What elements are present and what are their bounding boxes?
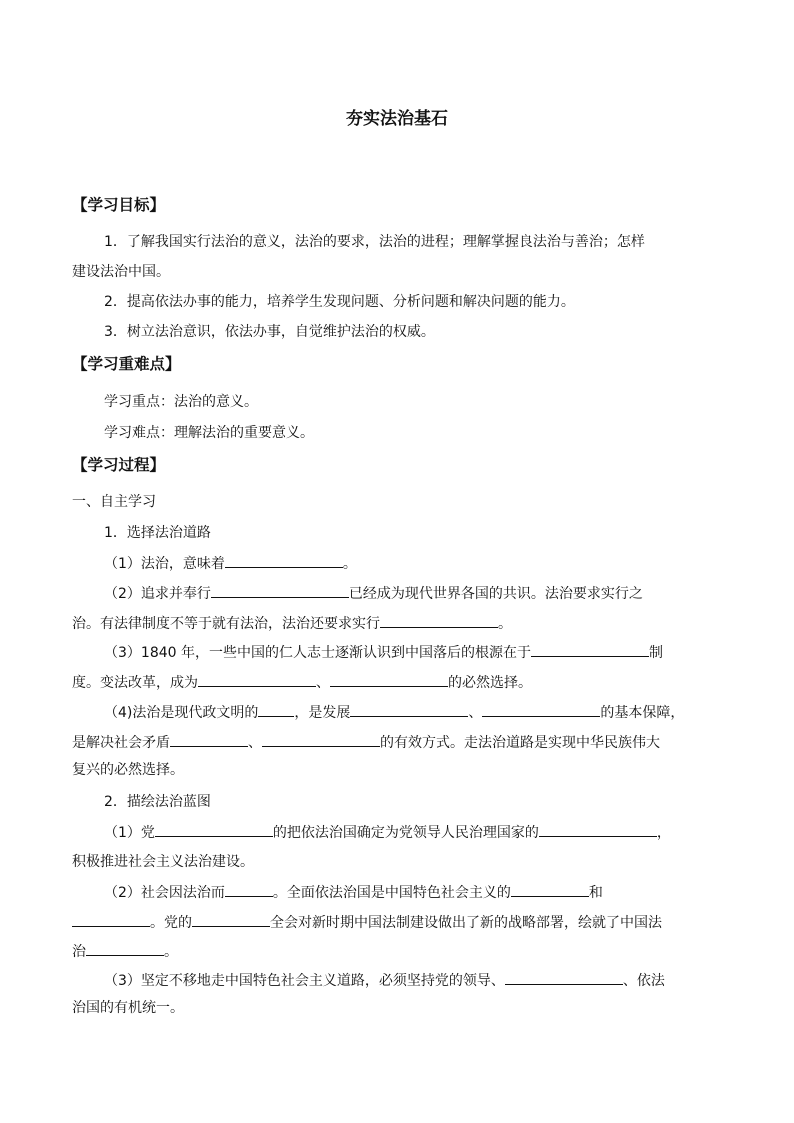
- blueprint-question-2-line-2: [72, 912, 662, 933]
- fill-blank[interactable]: [225, 553, 343, 568]
- blueprint-1-text-a: （1）党: [104, 825, 155, 841]
- subsection-draw-blueprint: 2．描绘法治蓝图: [104, 794, 211, 810]
- fill-blank[interactable]: [505, 970, 623, 985]
- question-4-line-3: 复兴的必然选择。: [72, 762, 184, 778]
- question-4-line-2: [72, 732, 660, 753]
- blueprint-3-text-b: 、依法: [622, 973, 665, 989]
- goal-2: 2．提高依法办事的能力，培养学生发现问题、分析问题和解决问题的能力。: [104, 294, 575, 310]
- fill-blank[interactable]: [531, 642, 649, 657]
- page-title: 夯实法治基石: [346, 109, 448, 129]
- question-4-text-e: 是解决社会矛盾: [72, 735, 170, 751]
- blueprint-question-1-line-1: [104, 822, 671, 843]
- goal-1-line-1: 1．了解我国实行法治的意义，法治的要求，法治的进程；理解掌握良法治与善治；怎样: [104, 234, 645, 250]
- question-4-text-f: 、: [248, 735, 262, 751]
- question-2-line-2: [72, 613, 512, 634]
- blueprint-2-text-d: 。党的: [150, 915, 192, 931]
- question-4-line-1: [104, 702, 684, 723]
- fill-blank[interactable]: [380, 613, 498, 628]
- section-heading-goals: 【学习目标】: [72, 196, 166, 214]
- key-focus: 学习重点：法治的意义。: [104, 394, 258, 410]
- fill-blank[interactable]: [170, 732, 248, 747]
- fill-blank[interactable]: [192, 912, 270, 927]
- subsection-choose-road: 1．选择法治道路: [104, 525, 211, 541]
- key-difficulty: 学习难点：理解法治的重要意义。: [104, 425, 314, 441]
- question-4-text-d: 的基本保障，: [600, 705, 685, 721]
- question-1: [104, 553, 357, 574]
- question-1-end: 。: [342, 556, 357, 572]
- question-3-text-c: 度。变法改革，成为: [72, 675, 198, 691]
- fill-blank[interactable]: [330, 672, 448, 687]
- fill-blank[interactable]: [198, 672, 316, 687]
- fill-blank[interactable]: [350, 702, 468, 717]
- section-heading-key-points: 【学习重难点】: [72, 355, 181, 373]
- blueprint-2-text-e: 全会对新时期中国法制建设做出了新的战略部署，绘就了中国法: [270, 915, 662, 931]
- question-2-text-a: （2）追求并奉行: [104, 586, 211, 602]
- blueprint-3-text-a: （3）坚定不移地走中国特色社会主义道路，必须坚持党的领导、: [104, 973, 505, 989]
- question-4-text-b: ，是发展: [294, 705, 351, 721]
- question-4-text-g: 的有效方式。走法治道路是实现中华民族伟大: [380, 735, 660, 751]
- question-4-text-c: 、: [468, 705, 483, 721]
- blueprint-1-text-b: 的把依法治国确定为党领导人民治理国家的: [272, 825, 539, 841]
- blueprint-question-2-line-3: [72, 941, 178, 962]
- fill-blank[interactable]: [262, 732, 380, 747]
- goal-1-line-2: 建设法治中国。: [72, 264, 170, 280]
- question-3-line-2: [72, 672, 532, 693]
- blueprint-question-3-line-2: 治国的有机统一。: [72, 1000, 184, 1016]
- question-3-line-1: [104, 642, 663, 663]
- question-2-line-1: [104, 583, 643, 604]
- question-2-text-c: 治。有法律制度不等于就有法治，法治还要求实行: [72, 616, 380, 632]
- blueprint-2-text-f: 治: [72, 944, 86, 960]
- fill-blank[interactable]: [211, 583, 349, 598]
- fill-blank[interactable]: [539, 822, 657, 837]
- blueprint-2-text-c: 和: [588, 885, 603, 901]
- fill-blank[interactable]: [258, 702, 294, 717]
- fill-blank[interactable]: [225, 882, 273, 897]
- blueprint-2-text-g: 。: [164, 944, 178, 960]
- question-1-text: （1）法治，意味着: [104, 556, 225, 572]
- fill-blank[interactable]: [86, 941, 164, 956]
- question-2-text-d: 。: [498, 616, 512, 632]
- fill-blank[interactable]: [72, 912, 150, 927]
- blueprint-question-2-line-1: [104, 882, 603, 903]
- part-self-study: 一、自主学习: [72, 494, 156, 510]
- blueprint-2-text-b: 。全面依法治国是中国特色社会主义的: [272, 885, 511, 901]
- blueprint-question-1-line-2: 积极推进社会主义法治建设。: [72, 854, 254, 870]
- blueprint-question-3-line-1: [104, 970, 665, 991]
- question-3-text-b: 制: [649, 645, 663, 661]
- question-3-text-a: （3）1840 年，一些中国的仁人志士逐渐认识到中国落后的根源在于: [104, 645, 531, 661]
- question-3-text-d: 、: [316, 675, 330, 691]
- question-4-text-a: （4)法治是现代政文明的: [104, 705, 259, 721]
- goal-3: 3．树立法治意识，依法办事，自觉维护法治的权威。: [104, 324, 435, 340]
- question-3-text-e: 的必然选择。: [448, 675, 532, 691]
- question-2-text-b: 已经成为现代世界各国的共识。法治要求实行之: [348, 586, 643, 602]
- fill-blank[interactable]: [511, 882, 589, 897]
- blueprint-2-text-a: （2）社会因法治而: [104, 885, 225, 901]
- blueprint-1-text-c: ，: [656, 825, 671, 841]
- section-heading-process: 【学习过程】: [72, 456, 166, 474]
- fill-blank[interactable]: [482, 702, 600, 717]
- fill-blank[interactable]: [155, 822, 273, 837]
